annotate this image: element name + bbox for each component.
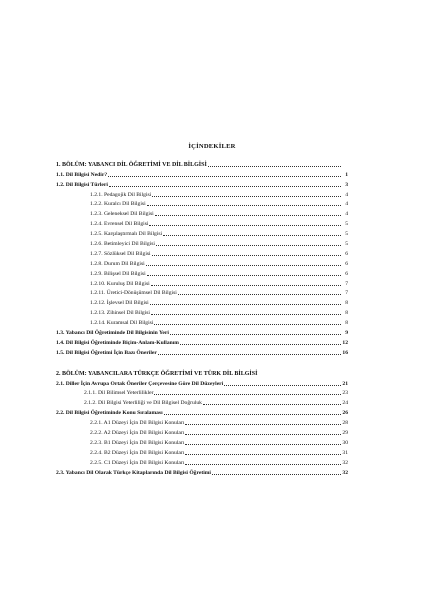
entry-page: 7: [345, 290, 348, 297]
dot-leader: [203, 404, 341, 405]
toc-entry-2-1-2[interactable]: [56, 396, 348, 406]
entry-label: 1.2. Dil Bilgisi Türleri: [56, 181, 108, 188]
entry-label: 2.2. Dil Bilgisi Öğretiminde Konu Sıralaması: [56, 410, 163, 417]
toc-entry-2-1-1[interactable]: [56, 387, 348, 397]
dot-leader: [185, 434, 341, 435]
entry-page: 5: [345, 241, 348, 248]
entry-page: 6: [345, 260, 348, 267]
entry-page: 28: [342, 420, 348, 427]
entry-label: 1. BÖLÜM: YABANCI DİL ÖĞRETİMİ VE DİL BİLGİSİ: [56, 161, 207, 168]
entry-label: 2.1.2. Dil Bilgisi Yeterliliği ve Dil Bilgisel Doğruluk: [84, 400, 202, 407]
dot-leader: [147, 205, 341, 206]
dot-leader: [185, 454, 341, 455]
dot-leader: [185, 444, 341, 445]
entry-page: 24: [342, 400, 348, 407]
dot-leader: [178, 294, 341, 295]
toc-entry-2-2-3[interactable]: [56, 436, 348, 446]
dot-leader: [185, 424, 341, 425]
toc-entry-2-2-5[interactable]: [56, 456, 348, 466]
toc-entry-1-2-9[interactable]: [56, 267, 348, 277]
entry-page: 4: [345, 201, 348, 208]
entry-page: 8: [345, 310, 348, 317]
entry-label: 2.2.5. C1 Düzeyi İçin Dil Bilgisi Konuları: [90, 459, 185, 466]
toc-entry-1-2-3[interactable]: [56, 207, 348, 217]
toc-entry-1-2-5[interactable]: [56, 227, 348, 237]
toc-entry-1-2-14[interactable]: [56, 316, 348, 326]
entry-label: 1.2.8. Durum Dil Bilgisi: [90, 260, 145, 267]
toc-entry-2-2-1[interactable]: [56, 416, 348, 426]
entry-page: 1: [345, 171, 348, 178]
entry-page: 16: [342, 349, 348, 356]
entry-page: 5: [345, 231, 348, 238]
dot-leader: [152, 255, 341, 256]
entry-label: 1.2.11. Üretici-Dönüşümsel Dil Bilgisi: [90, 290, 177, 297]
entry-label: 2.2.2. A2 Düzeyi İçin Dil Bilgisi Konuları: [90, 430, 185, 437]
dot-leader: [152, 196, 341, 197]
toc-entry-2-3[interactable]: [56, 466, 348, 476]
entry-page: 4: [345, 191, 348, 198]
entry-page: 21: [342, 380, 348, 387]
toc-entry-1-2-10[interactable]: [56, 277, 348, 287]
toc-entry-1-2-13[interactable]: [56, 306, 348, 316]
toc-title: İÇİNDEKİLER: [188, 143, 236, 150]
entry-label: 1.2.1. Pedagojik Dil Bilgisi: [90, 191, 152, 198]
dot-leader: [150, 304, 341, 305]
dot-leader: [154, 394, 341, 395]
entry-page: 30: [342, 439, 348, 446]
dot-leader: [212, 474, 341, 475]
entry-label: 1.2.2. Kuralcı Dil Bilgisi: [90, 201, 146, 208]
entry-page: 8: [345, 300, 348, 307]
entry-label: 1.5. Dil Bilgisi Öğretimi İçin Bazı Öneriler: [56, 349, 157, 356]
entry-label: 1.3. Yabancı Dil Öğretiminde Dil Bilgisinin Yeri: [56, 330, 169, 337]
entry-label: 1.2.12. İşlevsel Dil Bilgisi: [90, 300, 149, 307]
entry-page: 4: [345, 211, 348, 218]
dot-leader: [149, 225, 341, 226]
entry-label: 1.2.4. Evrensel Dil Bilgisi: [90, 221, 149, 228]
entry-label: 2.3. Yabancı Dil Olarak Türkçe Kitaplarında Dil Bilgisi Öğretimi: [56, 469, 211, 476]
entry-page: 26: [342, 410, 348, 417]
entry-label: 1.2.7. Sözlüksel Dil Bilgisi: [90, 250, 151, 257]
dot-leader: [151, 285, 341, 286]
entry-page: 31: [342, 449, 348, 456]
entry-page: 23: [342, 390, 348, 397]
toc-entry-1-3[interactable]: [56, 326, 348, 336]
toc-entry-1-2-1[interactable]: [56, 188, 348, 198]
entry-page: 5: [345, 221, 348, 228]
toc-entry-2-2-2[interactable]: [56, 426, 348, 436]
section-spacer: [56, 356, 348, 367]
entry-page: 6: [345, 250, 348, 257]
entry-label: 2.2.3. B1 Düzeyi İçin Dil Bilgisi Konuları: [90, 439, 185, 446]
toc-entry-1-2-11[interactable]: [56, 287, 348, 297]
dot-leader: [185, 464, 341, 465]
toc-entry-1-2-4[interactable]: [56, 217, 348, 227]
dot-leader: [180, 344, 341, 345]
toc-entry-1-2-7[interactable]: [56, 247, 348, 257]
entry-page: 32: [342, 459, 348, 466]
toc-entry-2-1[interactable]: [56, 377, 348, 387]
dot-leader: [151, 314, 341, 315]
entry-label: 1.2.10. Kuruluş Dil Bilgisi: [90, 280, 150, 287]
toc-entry-2-2[interactable]: [56, 406, 348, 416]
entry-page: 29: [342, 430, 348, 437]
dot-leader: [208, 166, 341, 167]
dot-leader: [163, 235, 341, 236]
dot-leader: [158, 354, 341, 355]
toc-entry-1-2-8[interactable]: [56, 257, 348, 267]
toc-entry-1-1[interactable]: [56, 168, 348, 178]
toc-entry-1-4[interactable]: [56, 336, 348, 346]
entry-label: 2.2.1. A1 Düzeyi İçin Dil Bilgisi Konuları: [90, 420, 185, 427]
dot-leader: [109, 186, 341, 187]
table-of-contents: [56, 158, 348, 476]
toc-entry-1-2-12[interactable]: [56, 296, 348, 306]
entry-page: 9: [345, 330, 348, 337]
dot-leader: [156, 245, 341, 246]
toc-entry-1-2-6[interactable]: [56, 237, 348, 247]
dot-leader: [155, 215, 341, 216]
entry-label: 1.2.6. Betimleyici Dil Bilgisi: [90, 241, 155, 248]
entry-page: 12: [342, 339, 348, 346]
dot-leader: [146, 265, 341, 266]
toc-entry-1-2-2[interactable]: [56, 198, 348, 208]
entry-label: 2.2.4. B2 Düzeyi İçin Dil Bilgisi Konuları: [90, 449, 185, 456]
entry-label: 1.2.3. Geleneksel Dil Bilgisi: [90, 211, 154, 218]
entry-label: 1.2.13. Zihinsel Dil Bilgisi: [90, 310, 150, 317]
entry-page: 6: [345, 270, 348, 277]
toc-entry-1-5[interactable]: [56, 346, 348, 356]
entry-label: 2. BÖLÜM: YABANCILARA TÜRKÇE ÖĞRETİMİ VE TÜRK DİL BİLGİSİ: [56, 370, 258, 377]
entry-label: 1.4. Dil Bilgisi Öğretiminde Biçim-Anlam-Kullanım: [56, 339, 179, 346]
entry-label: 1.2.9. Bilişsel Dil Bilgisi: [90, 270, 146, 277]
entry-page: 3: [345, 181, 348, 188]
toc-entry-2-2-4[interactable]: [56, 446, 348, 456]
dot-leader: [224, 385, 341, 386]
toc-entry-1-2[interactable]: [56, 178, 348, 188]
chapter-1-heading[interactable]: [56, 158, 348, 168]
dot-leader: [108, 176, 341, 177]
entry-page: 32: [342, 469, 348, 476]
entry-label: 1.2.5. Karşılaştırmalı Dil Bilgisi: [90, 231, 163, 238]
entry-label: 1.1. Dil Bilgisi Nedir?: [56, 171, 108, 178]
entry-label: 2.1.1. Dil Bilimsel Yeterlilikler: [84, 390, 154, 397]
entry-label: 1.2.14. Kuramsal Dil Bilgisi: [90, 320, 154, 327]
entry-page: 7: [345, 280, 348, 287]
dot-leader: [154, 324, 341, 325]
dot-leader: [147, 275, 341, 276]
dot-leader: [170, 334, 341, 335]
entry-label: 2.1. Diller İçin Avrupa Ortak Öneriler Çerçevesine Göre Dil Düzeyleri: [56, 380, 224, 387]
chapter-2-heading[interactable]: [56, 367, 348, 377]
entry-page: 8: [345, 320, 348, 327]
dot-leader: [164, 414, 341, 415]
